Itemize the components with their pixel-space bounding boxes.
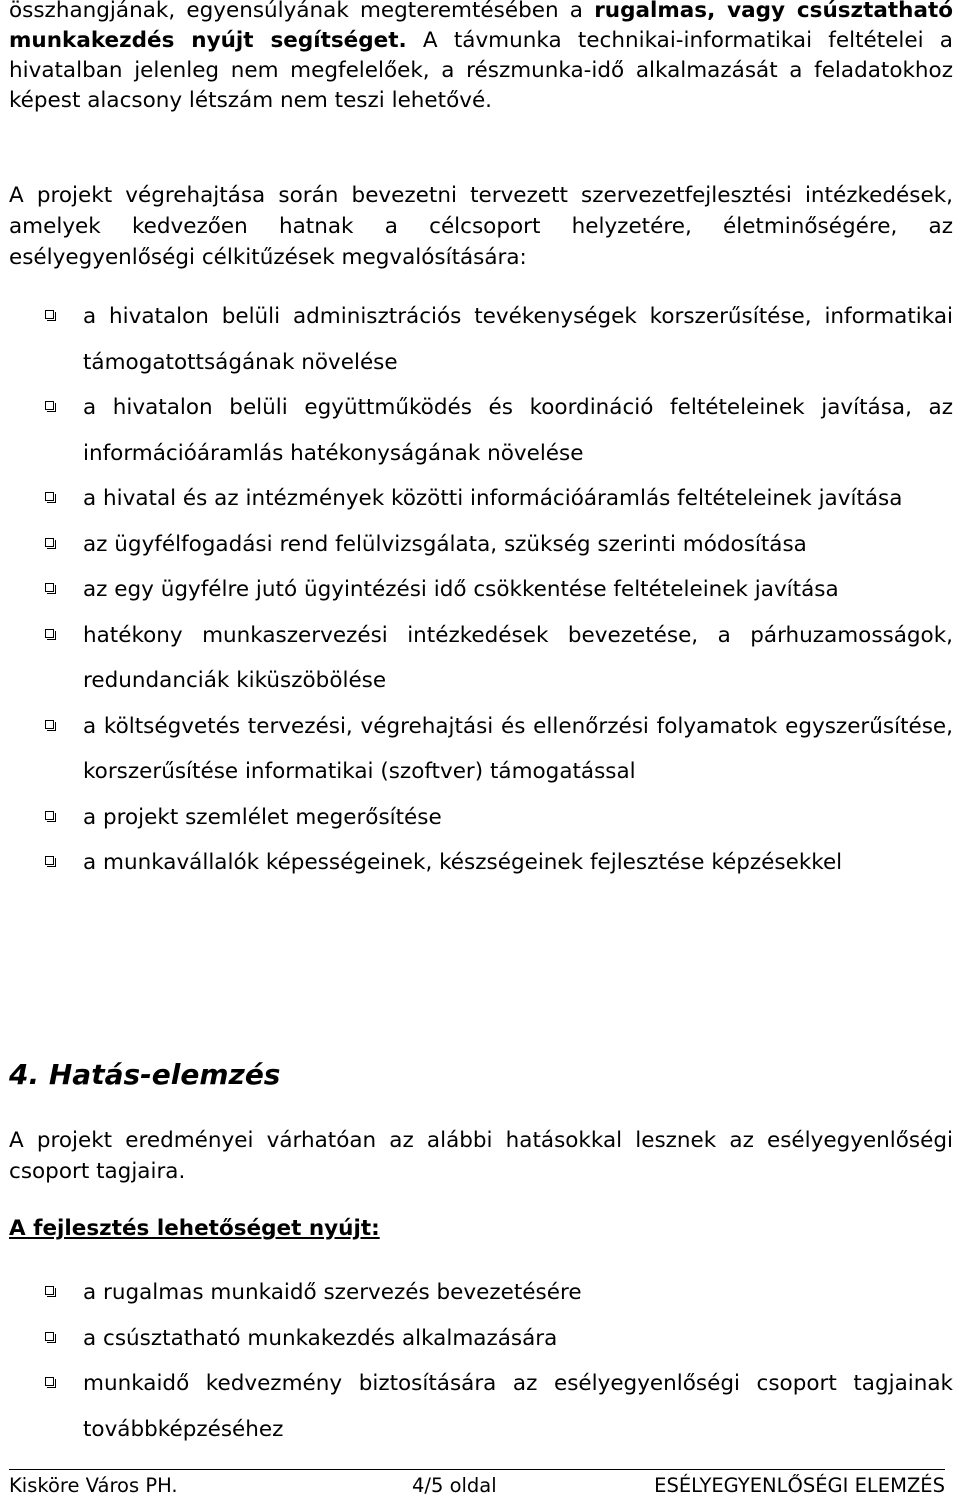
list-item-text: a rugalmas munkaidő szervezés bevezetésére xyxy=(83,1280,582,1305)
list-item xyxy=(9,1361,953,1452)
list-item xyxy=(9,795,953,841)
checkbox-bullet-icon xyxy=(45,401,54,410)
checkbox-bullet-icon xyxy=(45,1286,54,1295)
checkbox-bullet-icon xyxy=(45,310,54,319)
checkbox-bullet-icon xyxy=(45,1332,54,1341)
list-item xyxy=(9,704,953,795)
checkbox-bullet-icon xyxy=(45,1377,54,1386)
measures-list xyxy=(9,294,953,886)
checkbox-bullet-icon xyxy=(45,538,54,547)
footer-organization: Kisköre Város PH. xyxy=(9,1474,178,1497)
subheading: A fejlesztés lehetőséget nyújt: xyxy=(9,1216,380,1241)
list-item xyxy=(9,1316,953,1362)
checkbox-bullet-icon xyxy=(45,720,54,729)
list-item-text: a hivatalon belüli adminisztrációs tevékenységek korszerűsítése, informatikai támogatottságának növelése xyxy=(83,304,953,375)
checkbox-bullet-icon xyxy=(45,856,54,865)
list-item-text: az egy ügyfélre jutó ügyintézési idő csökkentése feltételeinek javítása xyxy=(83,577,839,602)
list-item xyxy=(9,840,953,886)
checkbox-bullet-icon xyxy=(45,629,54,638)
list-item xyxy=(9,613,953,704)
intro-paragraph xyxy=(9,0,953,116)
footer-document-title: ESÉLYEGYENLŐSÉGI ELEMZÉS xyxy=(654,1474,945,1497)
footer-page-number: 4/5 oldal xyxy=(412,1474,497,1497)
list-item xyxy=(9,476,953,522)
footer-divider xyxy=(9,1469,945,1470)
intro-bold-text: rugalmas, vagy csúsztatható munkakezdés nyújt segítséget. xyxy=(9,0,953,53)
intro-text-2: A távmunka technikai-informatikai feltételei a hivatalban jelenleg nem megfelelőek, a részmunka-idő alkalmazását a feladatokhoz képest alacsony létszám nem teszi lehetővé. xyxy=(9,28,953,113)
checkbox-bullet-icon xyxy=(45,583,54,592)
list-item-text: a hivatal és az intézmények közötti információáramlás feltételeinek javítása xyxy=(83,486,903,511)
list-item-text: munkaidő kedvezmény biztosítására az esélyegyenlőségi csoport tagjainak továbbképzéséhez xyxy=(83,1371,953,1442)
list-item-text: a hivatalon belüli együttműködés és koordináció feltételeinek javítása, az információáramlás hatékonyságának növelése xyxy=(83,395,953,466)
intro-text-1: összhangjának, egyensúlyának megteremtésében a xyxy=(9,0,595,23)
list-item-text: a költségvetés tervezési, végrehajtási és ellenőrzési folyamatok egyszerűsítése, korszerűsítése informatikai (szoftver) támogatással xyxy=(83,713,953,784)
list-item-text: a csúsztatható munkakezdés alkalmazására xyxy=(83,1325,558,1351)
checkbox-bullet-icon xyxy=(45,492,54,501)
checkbox-bullet-icon xyxy=(45,811,54,820)
list-item xyxy=(9,567,953,613)
opportunities-list xyxy=(9,1270,953,1452)
list-item-text: hatékony munkaszervezési intézkedések bevezetése, a párhuzamosságok, redundanciák kiküszöbölése xyxy=(83,622,953,693)
list-item xyxy=(9,1270,953,1316)
list-item xyxy=(9,522,953,568)
measures-paragraph: A projekt végrehajtása során bevezetni tervezett szervezetfejlesztési intézkedések, amelyek kedvezően hatnak a célcsoport helyzetére, életminőségére, az esélyegyenlőségi célkitűzések megvalósítására: xyxy=(9,183,953,270)
list-item-text: a munkavállalók képességeinek, készségeinek fejlesztése képzésekkel xyxy=(83,850,843,875)
section-heading: 4. Hatás-elemzés xyxy=(9,1058,281,1091)
list-item-text: az ügyfélfogadási rend felülvizsgálata, szükség szerinti módosítása xyxy=(83,531,807,557)
list-item xyxy=(9,294,953,385)
list-item xyxy=(9,385,953,476)
impact-paragraph: A projekt eredményei várhatóan az alábbi hatásokkal lesznek az esélyegyenlőségi csoport tagjaira. xyxy=(9,1128,953,1184)
list-item-text: a projekt szemlélet megerősítése xyxy=(83,804,442,830)
